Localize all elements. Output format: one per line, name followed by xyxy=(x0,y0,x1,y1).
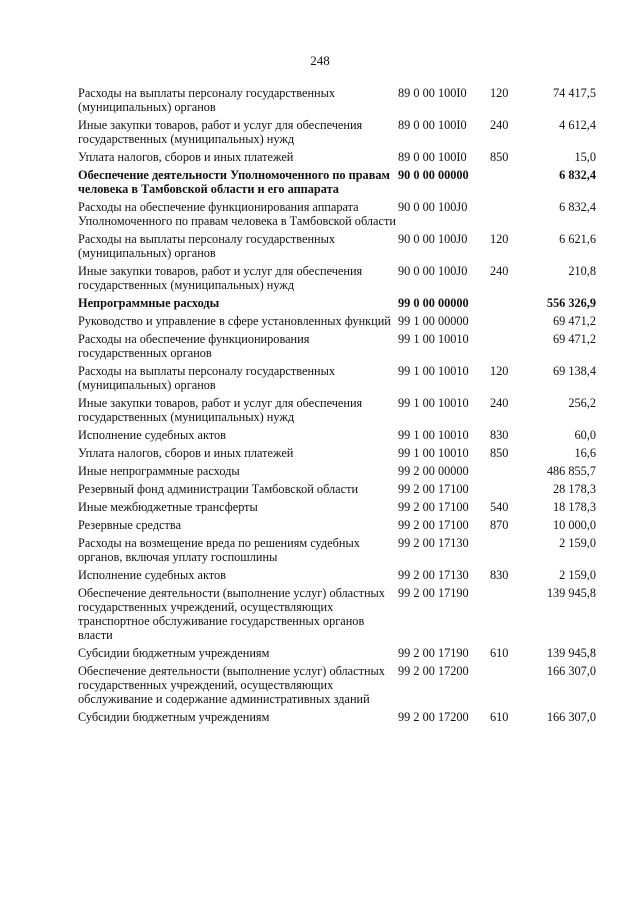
table-row xyxy=(78,536,596,568)
row-code: 99 1 00 10010 xyxy=(398,332,469,346)
row-amount: 2 159,0 xyxy=(559,536,596,550)
row-name: Руководство и управление в сфере установленных функций xyxy=(78,314,391,328)
row-code: 90 0 00 100J0 xyxy=(398,200,468,214)
row-amount: 210,8 xyxy=(568,264,596,278)
table-row xyxy=(78,264,596,296)
row-code: 99 2 00 17100 xyxy=(398,482,469,496)
row-amount: 166 307,0 xyxy=(546,710,596,724)
row-name: Расходы на выплаты персоналу государственных (муниципальных) органов xyxy=(78,232,336,260)
row-code: 99 1 00 00000 xyxy=(398,314,469,328)
row-expense-type xyxy=(490,314,526,332)
row-name: Уплата налогов, сборов и иных платежей xyxy=(78,446,294,460)
row-expense-type: 240 xyxy=(490,118,509,132)
row-code: 90 0 00 100J0 xyxy=(398,232,468,246)
row-name: Исполнение судебных актов xyxy=(78,428,226,442)
row-name: Иные закупки товаров, работ и услуг для обеспечения государственных (муниципальных) нужд xyxy=(78,118,363,146)
row-amount: 166 307,0 xyxy=(546,664,596,678)
row-amount: 556 326,9 xyxy=(546,296,596,310)
row-expense-type: 610 xyxy=(490,646,509,660)
row-code: 99 1 00 10010 xyxy=(398,364,469,378)
row-amount: 6 621,6 xyxy=(559,232,596,246)
row-name: Субсидии бюджетным учреждениям xyxy=(78,710,270,724)
row-expense-type: 830 xyxy=(490,428,509,442)
row-name: Исполнение судебных актов xyxy=(78,568,226,582)
table-row xyxy=(78,168,596,200)
row-amount: 69 471,2 xyxy=(552,314,596,328)
row-code: 89 0 00 100I0 xyxy=(398,150,467,164)
row-name: Иные закупки товаров, работ и услуг для обеспечения государственных (муниципальных) нужд xyxy=(78,396,363,424)
row-amount: 28 178,3 xyxy=(552,482,596,496)
row-amount: 69 138,4 xyxy=(552,364,596,378)
row-name: Резервные средства xyxy=(78,518,182,532)
row-expense-type xyxy=(490,586,526,646)
row-code: 90 0 00 100J0 xyxy=(398,264,468,278)
row-expense-type: 830 xyxy=(490,568,509,582)
page-number: 248 xyxy=(310,53,330,68)
row-expense-type: 870 xyxy=(490,518,509,532)
row-code: 99 0 00 00000 xyxy=(398,296,469,310)
row-expense-type: 610 xyxy=(490,710,509,724)
row-code: 99 2 00 17190 xyxy=(398,586,469,600)
table-row xyxy=(78,396,596,428)
row-amount: 74 417,5 xyxy=(552,86,596,100)
row-name: Резервный фонд администрации Тамбовской области xyxy=(78,482,359,496)
table-row xyxy=(78,86,596,118)
row-code: 99 2 00 00000 xyxy=(398,464,469,478)
table-row xyxy=(78,586,596,646)
row-name: Уплата налогов, сборов и иных платежей xyxy=(78,150,294,164)
row-expense-type xyxy=(490,200,526,232)
row-expense-type xyxy=(490,536,526,568)
row-amount: 6 832,4 xyxy=(559,200,596,214)
row-amount: 256,2 xyxy=(568,396,596,410)
row-amount: 10 000,0 xyxy=(552,518,596,532)
row-expense-type xyxy=(490,464,526,482)
row-name: Расходы на обеспечение функционирования государственных органов xyxy=(78,332,310,360)
table-row xyxy=(78,364,596,396)
row-expense-type xyxy=(490,168,526,200)
row-code: 89 0 00 100I0 xyxy=(398,86,467,100)
row-expense-type xyxy=(490,664,526,710)
table-row xyxy=(78,518,596,536)
row-amount: 18 178,3 xyxy=(552,500,596,514)
row-code: 99 2 00 17130 xyxy=(398,536,469,550)
table-row xyxy=(78,646,596,664)
table-row xyxy=(78,664,596,710)
row-expense-type: 240 xyxy=(490,264,509,278)
table-row xyxy=(78,482,596,500)
row-expense-type: 850 xyxy=(490,446,509,460)
row-name: Расходы на выплаты персоналу государственных (муниципальных) органов xyxy=(78,86,336,114)
row-expense-type: 120 xyxy=(490,364,509,378)
row-code: 90 0 00 00000 xyxy=(398,168,469,182)
row-code: 99 2 00 17200 xyxy=(398,710,469,724)
table-row xyxy=(78,332,596,364)
row-amount: 69 471,2 xyxy=(552,332,596,346)
row-expense-type: 540 xyxy=(490,500,509,514)
row-name: Обеспечение деятельности (выполнение услуг) областных государственных учреждений, осуществляющих обслуживание и содержание административных зданий xyxy=(78,664,385,706)
budget-table xyxy=(78,86,596,728)
row-amount: 4 612,4 xyxy=(559,118,596,132)
table-row xyxy=(78,200,596,232)
row-name: Расходы на обеспечение функционирования аппарата Уполномоченного по правам человека в Тамбовской области xyxy=(78,200,396,228)
budget-table-body xyxy=(78,86,596,728)
row-name: Непрограммные расходы xyxy=(78,296,220,310)
row-amount: 139 945,8 xyxy=(546,586,596,600)
row-expense-type xyxy=(490,482,526,500)
table-row xyxy=(78,428,596,446)
table-row xyxy=(78,150,596,168)
table-row xyxy=(78,568,596,586)
row-amount: 15,0 xyxy=(574,150,596,164)
row-name: Расходы на выплаты персоналу государственных (муниципальных) органов xyxy=(78,364,336,392)
row-expense-type: 850 xyxy=(490,150,509,164)
row-name: Субсидии бюджетным учреждениям xyxy=(78,646,270,660)
row-name: Обеспечение деятельности Уполномоченного по правам человека в Тамбовской области и его аппарата xyxy=(78,168,390,196)
row-code: 89 0 00 100I0 xyxy=(398,118,467,132)
row-amount: 60,0 xyxy=(574,428,596,442)
row-code: 99 1 00 10010 xyxy=(398,446,469,460)
row-expense-type: 120 xyxy=(490,86,509,100)
table-row xyxy=(78,446,596,464)
row-code: 99 2 00 17100 xyxy=(398,500,469,514)
row-amount: 486 855,7 xyxy=(546,464,596,478)
row-code: 99 2 00 17130 xyxy=(398,568,469,582)
row-name: Иные межбюджетные трансферты xyxy=(78,500,258,514)
row-name: Иные закупки товаров, работ и услуг для обеспечения государственных (муниципальных) нужд xyxy=(78,264,363,292)
row-name: Иные непрограммные расходы xyxy=(78,464,240,478)
table-row xyxy=(78,500,596,518)
row-code: 99 2 00 17190 xyxy=(398,646,469,660)
row-amount: 16,6 xyxy=(574,446,596,460)
row-expense-type xyxy=(490,296,526,314)
row-name: Расходы на возмещение вреда по решениям судебных органов, включая уплату госпошлины xyxy=(78,536,360,564)
row-amount: 139 945,8 xyxy=(546,646,596,660)
row-amount: 6 832,4 xyxy=(559,168,596,182)
table-row xyxy=(78,118,596,150)
row-amount: 2 159,0 xyxy=(559,568,596,582)
row-code: 99 1 00 10010 xyxy=(398,396,469,410)
table-row xyxy=(78,232,596,264)
row-code: 99 2 00 17200 xyxy=(398,664,469,678)
table-row xyxy=(78,314,596,332)
row-expense-type: 240 xyxy=(490,396,509,410)
table-row xyxy=(78,710,596,728)
row-expense-type: 120 xyxy=(490,232,509,246)
row-name: Обеспечение деятельности (выполнение услуг) областных государственных учреждений, осуществляющих транспортное обслуживание государственных органов власти xyxy=(78,586,385,642)
row-code: 99 1 00 10010 xyxy=(398,428,469,442)
row-expense-type xyxy=(490,332,526,364)
table-row xyxy=(78,296,596,314)
row-code: 99 2 00 17100 xyxy=(398,518,469,532)
table-row xyxy=(78,464,596,482)
